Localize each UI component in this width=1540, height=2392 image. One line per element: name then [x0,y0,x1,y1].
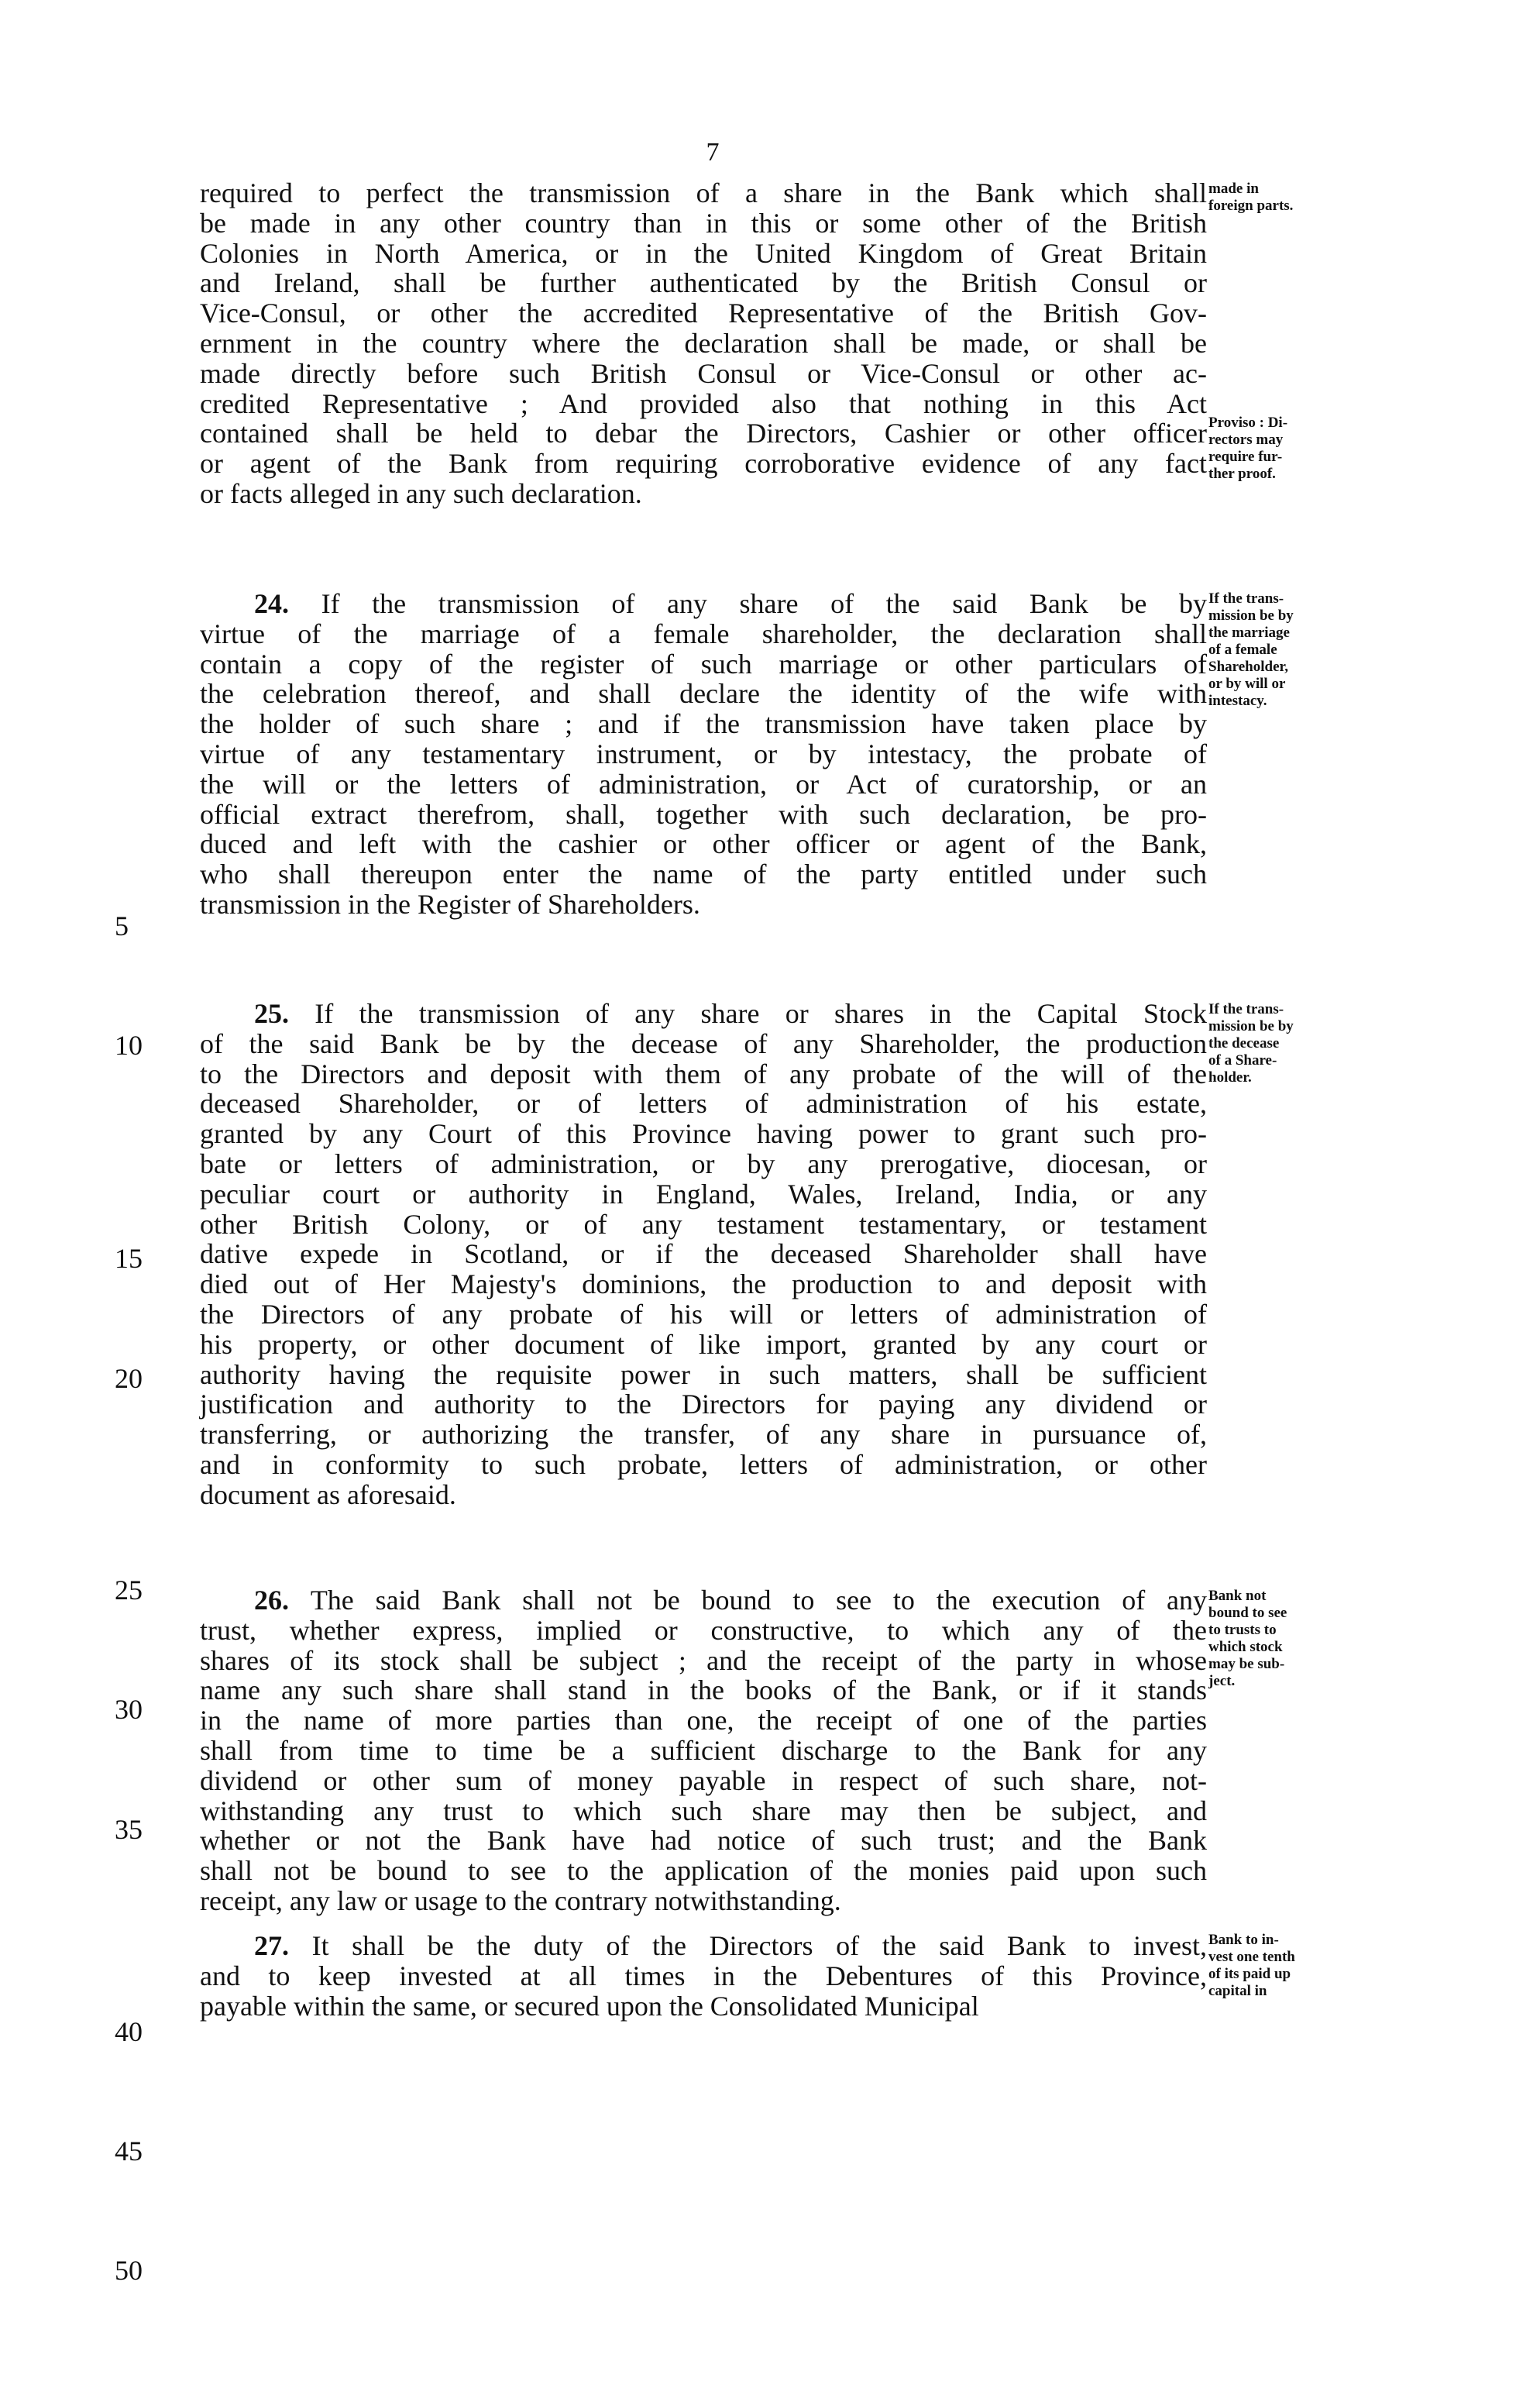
text-line: other British Colony, or of any testament testamentary, or testament [200,1208,1207,1240]
line-number: 10 [115,1030,143,1061]
text-line [200,1931,1207,1961]
text-line: name any such share shall stand in the books of the Bank, or if it stands [200,1674,1207,1706]
margin-note-line: Proviso : Di- [1208,415,1288,431]
text-line: the will or the letters of administration, or Act of curatorship, or an [200,768,1207,800]
text-line: required to perfect the transmission of a share in the Bank which shall [200,177,1207,208]
margin-note-line: intestacy. [1208,693,1267,709]
margin-note-line: mission be by [1208,1018,1294,1034]
page-number: 7 [706,138,720,167]
section-25 [200,999,1207,1510]
text-line: in the name of more parties than one, the receipt of one of the parties [200,1705,1207,1736]
text-line: withstanding any trust to which such share may then be subject, and [200,1795,1207,1826]
text-line: to the Directors and deposit with them of any probate of the will of the [200,1058,1207,1089]
text-line: official extract therefrom, shall, together with such declaration, be pro- [200,798,1207,830]
margin-note-line: vest one tenth [1208,1949,1295,1965]
margin-note-line: the marriage [1208,625,1290,641]
text-line: Vice-Consul, or other the accredited Representative of the British Gov- [200,298,1207,329]
margin-note-foreign-parts [1208,181,1379,215]
text-line: died out of Her Majesty's dominions, the production to and deposit with [200,1268,1207,1300]
text-line: contain a copy of the register of such marriage or other particulars of [200,648,1207,680]
text-line: of the said Bank be by the decease of any Shareholder, the production [200,1027,1207,1059]
text-line: virtue of the marriage of a female shareholder, the declaration shall [200,618,1207,649]
margin-note-decease [1208,1001,1379,1086]
text-line [200,1585,1207,1616]
margin-note-line: Shareholder, [1208,659,1288,675]
margin-note-line: mission be by [1208,607,1294,624]
text-line: bate or letters of administration, or by any prerogative, diocesan, or [200,1148,1207,1179]
line-text: The said Bank shall not be bound to see to the execution of any [310,1585,1208,1616]
text-line: transmission in the Register of Shareholders. [200,888,700,920]
margin-note-line: Bank not [1208,1588,1267,1604]
margin-note-line: to trusts to [1208,1622,1277,1638]
section-number: 25. [254,998,315,1029]
text-line: and to keep invested at all times in the Debentures of this Province, [200,1960,1207,1991]
text-line [200,589,1207,619]
margin-note-proviso [1208,415,1379,483]
text-line: and in conformity to such probate, letters of administration, or other [200,1448,1207,1480]
text-line: payable within the same, or secured upon the Consolidated Municipal [200,1990,979,2022]
text-line: and Ireland, shall be further authenticated by the British Consul or [200,267,1207,299]
margin-note-line: of its paid up [1208,1966,1291,1982]
text-line: duced and left with the cashier or other officer or agent of the Bank, [200,828,1207,860]
margin-note-line: If the trans- [1208,1001,1284,1017]
section-number: 26. [254,1585,311,1616]
text-line: the celebration thereof, and shall declare the identity of the wife with [200,678,1207,710]
text-line: authority having the requisite power in such matters, shall be sufficient [200,1358,1207,1390]
line-number: 35 [115,1814,143,1845]
section-continuation [200,178,1207,509]
text-line: deceased Shareholder, or of letters of administration of his estate, [200,1088,1207,1120]
text-line: made directly before such British Consul or Vice-Consul or other ac- [200,357,1207,389]
margin-note-line: or by will or [1208,676,1286,692]
text-line: or facts alleged in any such declaration. [200,477,642,509]
line-number: 40 [115,2016,143,2047]
text-line: Colonies in North America, or in the United Kingdom of Great Britain [200,237,1207,269]
text-line: or agent of the Bank from requiring corroborative evidence of any fact [200,448,1207,480]
text-line: peculiar court or authority in England, Wales, Ireland, India, or any [200,1178,1207,1210]
margin-note-line: of a female [1208,642,1277,658]
line-number: 25 [115,1575,143,1606]
text-line: trust, whether express, implied or constructive, to which any of the [200,1614,1207,1646]
line-number: 45 [115,2136,143,2167]
text-line: dividend or other sum of money payable in respect of such share, not- [200,1764,1207,1796]
margin-note-line: ther proof. [1208,466,1276,482]
section-26 [200,1585,1207,1916]
text-line: contained shall be held to debar the Directors, Cashier or other officer [200,418,1207,449]
margin-note-line: bound to see [1208,1605,1287,1621]
section-number: 24. [254,588,321,619]
text-line: who shall thereupon enter the name of the party entitled under such [200,859,1207,890]
text-line: be made in any other country than in this or some other of the British [200,207,1207,239]
text-line: dative expede in Scotland, or if the deceased Shareholder shall have [200,1238,1207,1270]
margin-note-line: require fur- [1208,449,1283,465]
text-line: whether or not the Bank have had notice of such trust; and the Bank [200,1825,1207,1857]
margin-note-line: of a Share- [1208,1052,1277,1069]
text-line: shares of its stock shall be subject ; and the receipt of the party in whose [200,1644,1207,1676]
line-number: 20 [115,1363,143,1394]
margin-note-line: holder. [1208,1069,1252,1086]
margin-note-female-shareholder [1208,590,1379,710]
text-line: granted by any Court of this Province having power to grant such pro- [200,1118,1207,1150]
margin-note-line: rectors may [1208,432,1284,448]
margin-note-line: may be sub- [1208,1656,1285,1672]
text-line: ernment in the country where the declaration shall be made, or shall be [200,327,1207,359]
margin-note-trusts [1208,1588,1379,1690]
line-text: If the transmission of any share or shares in the Capital Stock [315,998,1208,1029]
margin-note-line: If the trans- [1208,590,1284,607]
margin-note-line: foreign parts. [1208,198,1294,214]
text-line: justification and authority to the Directors for paying any dividend or [200,1389,1207,1420]
line-number: 5 [115,910,129,941]
text-line: receipt, any law or usage to the contrary notwithstanding. [200,1884,841,1916]
margin-note-line: capital in [1208,1983,1267,1999]
text-line: credited Representative ; And provided also that nothing in this Act [200,387,1207,419]
margin-note-invest [1208,1932,1379,2000]
section-27 [200,1931,1207,2021]
text-line: his property, or other document of like import, granted by any court or [200,1328,1207,1360]
text-line [200,999,1207,1029]
text-line: shall from time to time be a sufficient discharge to the Bank for any [200,1734,1207,1766]
line-text: It shall be the duty of the Directors of the said Bank to invest, [311,1930,1207,1961]
text-line: document as aforesaid. [200,1478,456,1510]
section-number: 27. [254,1930,312,1961]
margin-note-line: Bank to in- [1208,1932,1279,1948]
section-24 [200,589,1207,920]
text-line: shall not be bound to see to the application of the monies paid upon such [200,1855,1207,1887]
line-text: If the transmission of any share of the said Bank be by [321,588,1208,619]
text-line: transferring, or authorizing the transfer, of any share in pursuance of, [200,1419,1207,1451]
line-number: 30 [115,1694,143,1725]
text-line: virtue of any testamentary instrument, or by intestacy, the probate of [200,738,1207,769]
line-number: 50 [115,2255,143,2286]
text-line: the Directors of any probate of his will or letters of administration of [200,1298,1207,1330]
line-number: 15 [115,1243,143,1274]
margin-note-line: ject. [1208,1673,1236,1689]
margin-note-line: made in [1208,181,1259,197]
text-line: the holder of such share ; and if the transmission have taken place by [200,708,1207,740]
margin-note-line: the decease [1208,1035,1280,1051]
margin-note-line: which stock [1208,1639,1283,1655]
